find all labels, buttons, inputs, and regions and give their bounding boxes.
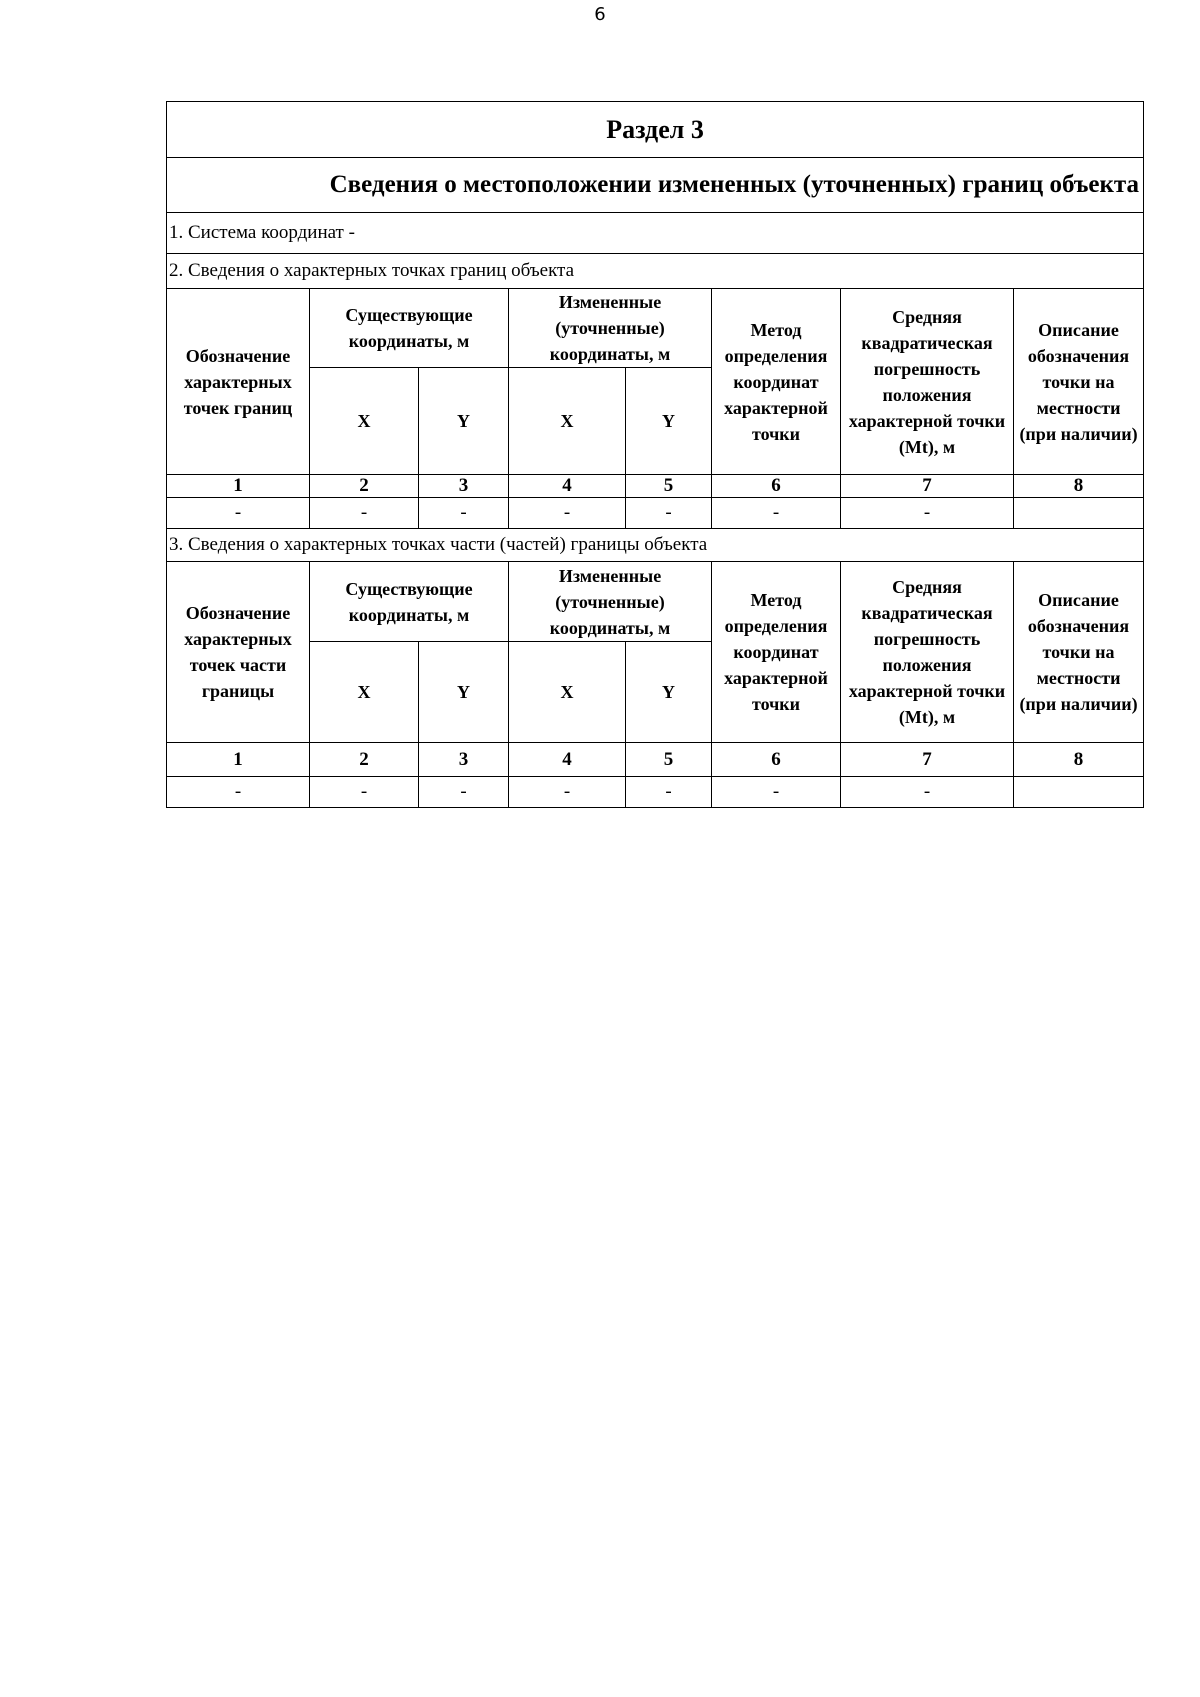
- col-num: 8: [1014, 475, 1144, 498]
- part3-title: 3. Сведения о характерных точках части (частей) границы объекта: [167, 529, 1144, 562]
- cell: [1014, 777, 1144, 808]
- cell: -: [841, 498, 1014, 529]
- cell: -: [841, 777, 1014, 808]
- cell: -: [509, 777, 626, 808]
- cell: -: [310, 498, 419, 529]
- cell: [1014, 498, 1144, 529]
- header-x: X: [310, 368, 419, 475]
- header-method: Метод определения координат характерной точки: [712, 562, 841, 743]
- header-existing-coords: Существующие координаты, м: [310, 562, 509, 642]
- header-point-id: Обозначение характерных точек части границы: [167, 562, 310, 743]
- col-num: 1: [167, 475, 310, 498]
- cell: -: [626, 498, 712, 529]
- col-num: 6: [712, 743, 841, 777]
- col-num: 3: [419, 475, 509, 498]
- coord-system: 1. Система координат -: [167, 213, 1144, 254]
- section-subtitle: Сведения о местоположении измененных (уточненных) границ объекта: [167, 158, 1144, 213]
- header-error: Средняя квадратическая погрешность положения характерной точки (Mt), м: [841, 289, 1014, 475]
- header-point-id: Обозначение характерных точек границ: [167, 289, 310, 475]
- header-changed-coords: Измененные (уточненные) координаты, м: [509, 289, 712, 368]
- table-row: [167, 777, 1144, 808]
- col-num: 7: [841, 743, 1014, 777]
- cell: -: [419, 777, 509, 808]
- boundary-table: [166, 101, 1144, 808]
- col-num: 2: [310, 743, 419, 777]
- section-title: Раздел 3: [167, 102, 1144, 158]
- header-x: X: [310, 642, 419, 743]
- cell: -: [419, 498, 509, 529]
- col-num: 5: [626, 743, 712, 777]
- col-num: 1: [167, 743, 310, 777]
- header-method: Метод определения координат характерной точки: [712, 289, 841, 475]
- part2-title: 2. Сведения о характерных точках границ объекта: [167, 254, 1144, 289]
- col-num: 4: [509, 475, 626, 498]
- cell: -: [712, 498, 841, 529]
- header-y: Y: [626, 642, 712, 743]
- header-changed-coords: Измененные (уточненные) координаты, м: [509, 562, 712, 642]
- header-y: Y: [626, 368, 712, 475]
- header-y: Y: [419, 642, 509, 743]
- page-number: 6: [594, 4, 606, 25]
- col-num: 7: [841, 475, 1014, 498]
- header-description: Описание обозначения точки на местности (при наличии): [1014, 289, 1144, 475]
- header-x: X: [509, 368, 626, 475]
- header-error: Средняя квадратическая погрешность положения характерной точки (Mt), м: [841, 562, 1014, 743]
- col-num: 6: [712, 475, 841, 498]
- col-num: 4: [509, 743, 626, 777]
- header-description: Описание обозначения точки на местности (при наличии): [1014, 562, 1144, 743]
- column-numbers-row: [167, 743, 1144, 777]
- header-existing-coords: Существующие координаты, м: [310, 289, 509, 368]
- col-num: 5: [626, 475, 712, 498]
- cell: -: [712, 777, 841, 808]
- column-numbers-row: [167, 475, 1144, 498]
- header-y: Y: [419, 368, 509, 475]
- col-num: 8: [1014, 743, 1144, 777]
- header-x: X: [509, 642, 626, 743]
- cell: -: [509, 498, 626, 529]
- cell: -: [167, 498, 310, 529]
- col-num: 2: [310, 475, 419, 498]
- cell: -: [167, 777, 310, 808]
- col-num: 3: [419, 743, 509, 777]
- cell: -: [626, 777, 712, 808]
- table-row: [167, 498, 1144, 529]
- cell: -: [310, 777, 419, 808]
